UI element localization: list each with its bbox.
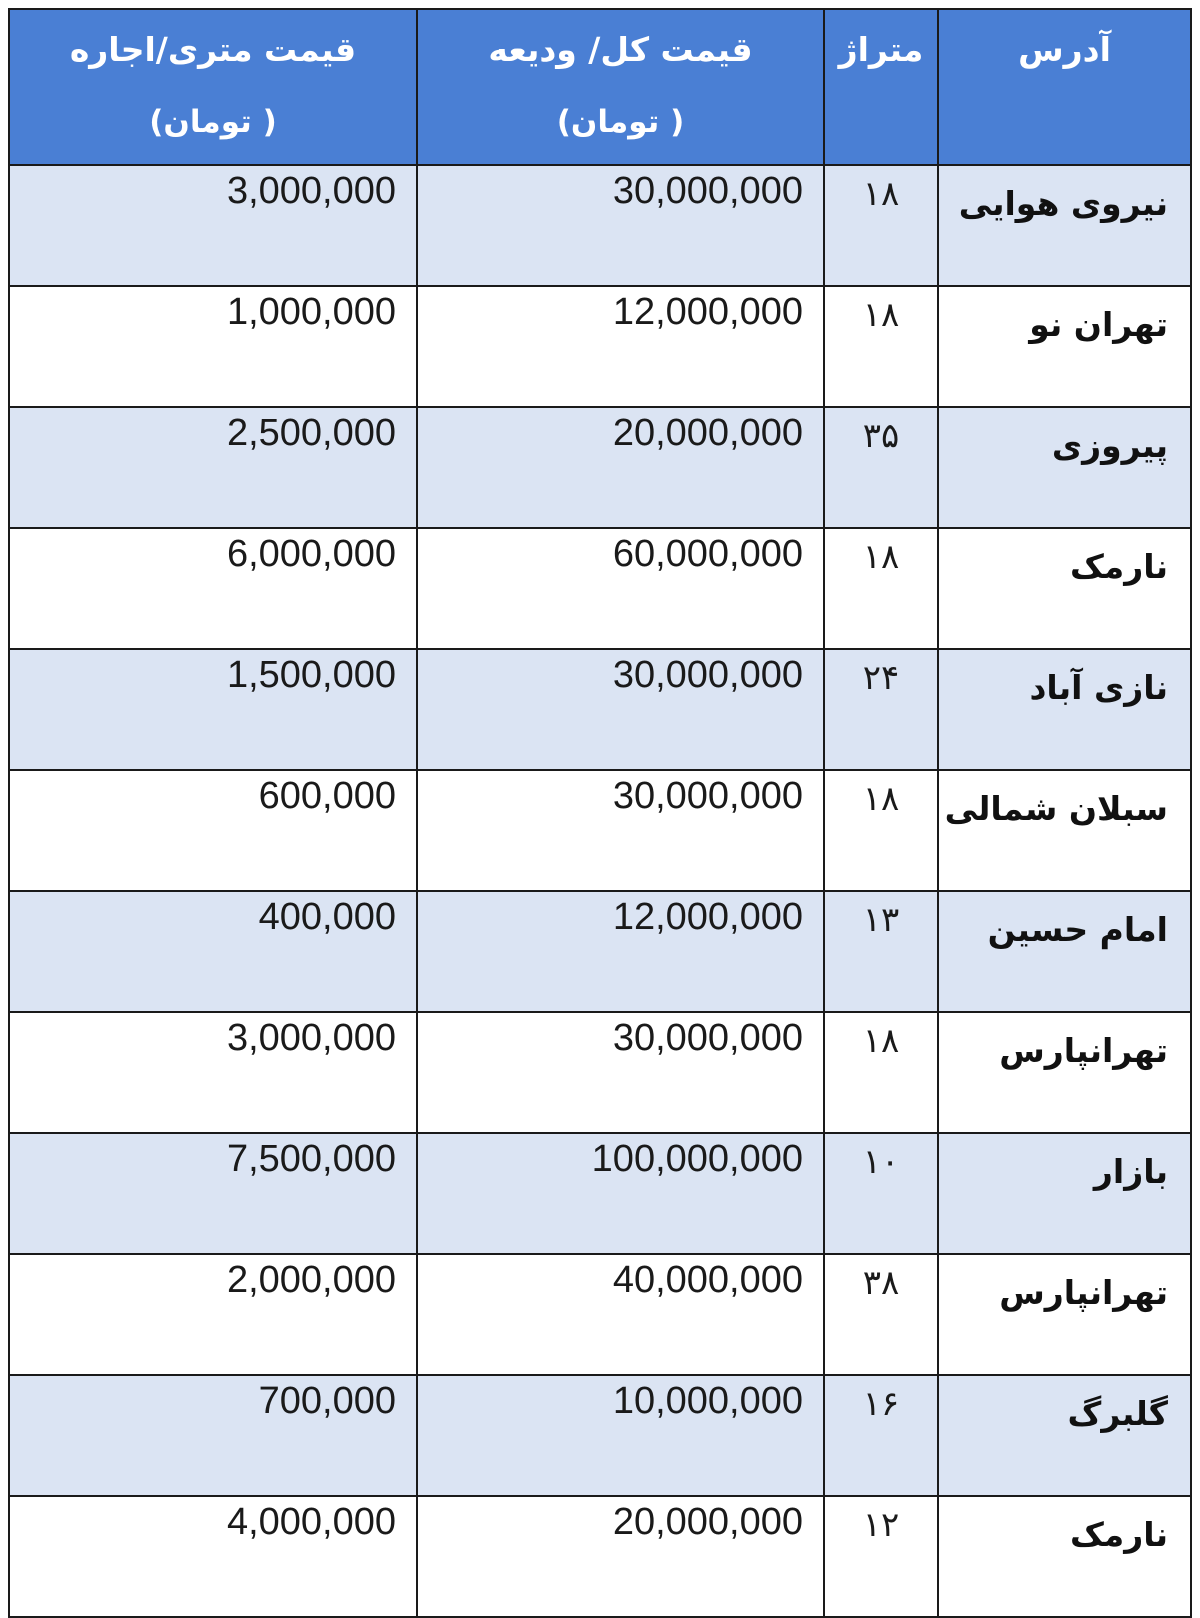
table-row (9, 1375, 1191, 1496)
rent-cell: 3,000,000 (9, 1012, 417, 1133)
deposit-cell: 20,000,000 (417, 1496, 824, 1617)
header-rent-title: قیمت متری/اجاره (69, 30, 357, 69)
rent-cell: 2,500,000 (9, 407, 417, 528)
area-cell: ۱۸ (824, 528, 938, 649)
rent-cell: 600,000 (9, 770, 417, 891)
deposit-cell: 12,000,000 (417, 286, 824, 407)
address-cell: سبلان شمالی (938, 770, 1191, 891)
deposit-cell: 10,000,000 (417, 1375, 824, 1496)
header-deposit-unit: ( تومان) (556, 104, 685, 140)
deposit-cell: 30,000,000 (417, 165, 824, 286)
rent-cell: 3,000,000 (9, 165, 417, 286)
table-row (9, 528, 1191, 649)
address-cell: تهرانپارس (938, 1254, 1191, 1375)
header-rent-unit: ( تومان) (149, 104, 277, 140)
area-cell: ۱۸ (824, 165, 938, 286)
rent-cell: 1,000,000 (9, 286, 417, 407)
address-cell: تهرانپارس (938, 1012, 1191, 1133)
rent-cell: 6,000,000 (9, 528, 417, 649)
deposit-cell: 40,000,000 (417, 1254, 824, 1375)
header-area (824, 9, 938, 165)
header-address (938, 9, 1191, 165)
area-cell: ۳۸ (824, 1254, 938, 1375)
rent-cell: 700,000 (9, 1375, 417, 1496)
header-address-label: آدرس (1018, 30, 1111, 69)
rent-cell: 400,000 (9, 891, 417, 1012)
table-row (9, 891, 1191, 1012)
table-row (9, 1133, 1191, 1254)
table-row (9, 286, 1191, 407)
table-row (9, 1496, 1191, 1617)
area-cell: ۱۶ (824, 1375, 938, 1496)
area-cell: ۱۲ (824, 1496, 938, 1617)
address-cell: نیروی هوایی (938, 165, 1191, 286)
address-cell: نارمک (938, 1496, 1191, 1617)
area-cell: ۱۰ (824, 1133, 938, 1254)
area-cell: ۱۸ (824, 770, 938, 891)
area-cell: ۱۳ (824, 891, 938, 1012)
rent-cell: 4,000,000 (9, 1496, 417, 1617)
deposit-cell: 20,000,000 (417, 407, 824, 528)
table-row (9, 649, 1191, 770)
deposit-cell: 30,000,000 (417, 1012, 824, 1133)
rent-cell: 7,500,000 (9, 1133, 417, 1254)
address-cell: امام حسین (938, 891, 1191, 1012)
deposit-cell: 60,000,000 (417, 528, 824, 649)
address-cell: نارمک (938, 528, 1191, 649)
area-cell: ۲۴ (824, 649, 938, 770)
table-header-row (9, 9, 1191, 165)
table-row (9, 770, 1191, 891)
table-row (9, 1012, 1191, 1133)
header-deposit (417, 9, 824, 165)
deposit-cell: 100,000,000 (417, 1133, 824, 1254)
table-row (9, 407, 1191, 528)
header-deposit-title: قیمت کل/ ودیعه (488, 30, 753, 69)
area-cell: ۱۸ (824, 286, 938, 407)
header-rent (9, 9, 417, 165)
address-cell: پیروزی (938, 407, 1191, 528)
address-cell: تهران نو (938, 286, 1191, 407)
table-row (9, 165, 1191, 286)
table-body (9, 165, 1191, 1617)
deposit-cell: 30,000,000 (417, 770, 824, 891)
rent-cell: 2,000,000 (9, 1254, 417, 1375)
header-area-label: متراژ (838, 30, 924, 69)
price-table-container (8, 8, 1190, 1618)
rent-cell: 1,500,000 (9, 649, 417, 770)
area-cell: ۱۸ (824, 1012, 938, 1133)
rental-price-table (8, 8, 1192, 1618)
table-row (9, 1254, 1191, 1375)
address-cell: گلبرگ (938, 1375, 1191, 1496)
address-cell: بازار (938, 1133, 1191, 1254)
area-cell: ۳۵ (824, 407, 938, 528)
address-cell: نازی آباد (938, 649, 1191, 770)
deposit-cell: 30,000,000 (417, 649, 824, 770)
deposit-cell: 12,000,000 (417, 891, 824, 1012)
